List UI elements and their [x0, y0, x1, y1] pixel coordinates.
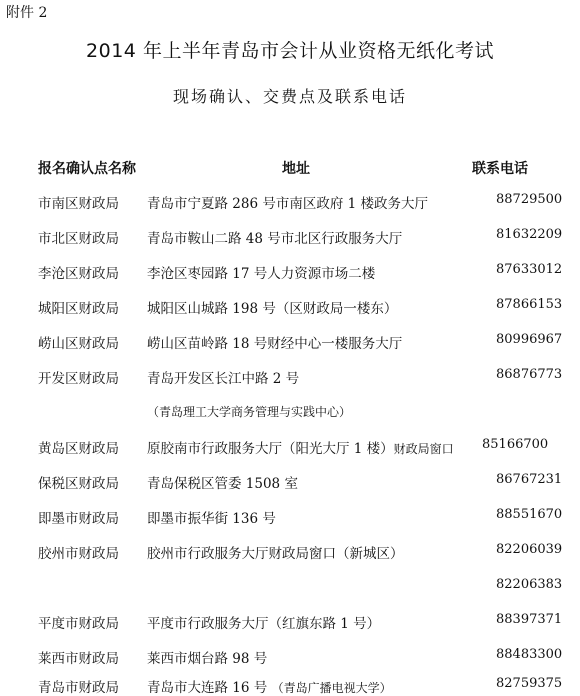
row-address: 青岛市宁夏路 286 号市南区政府 1 楼政务大厅	[147, 196, 429, 212]
table-row	[0, 297, 580, 317]
table-row	[0, 437, 580, 457]
row-name: 开发区财政局	[38, 371, 119, 387]
row-address: 青岛开发区长江中路 2 号	[147, 371, 300, 387]
row-phone: 81632209	[496, 227, 563, 242]
row-name: 胶州市财政局	[38, 546, 119, 562]
document-title: 2014 年上半年青岛市会计从业资格无纸化考试	[86, 40, 494, 62]
row-name: 崂山区财政局	[38, 336, 119, 352]
attachment-label: 附件 2	[6, 5, 48, 21]
table-row	[0, 472, 580, 492]
row-phone: 88551670	[496, 507, 563, 522]
row-name: 莱西市财政局	[38, 651, 119, 667]
row-address-extra: 财政局窗口	[393, 442, 454, 456]
table-row	[0, 262, 580, 282]
table-row	[0, 227, 580, 247]
row-address: 城阳区山城路 198 号（区财政局一楼东）	[147, 301, 398, 317]
row-phone: 82206383	[496, 577, 563, 592]
row-address	[147, 676, 392, 696]
row-address: 青岛保税区管委 1508 室	[147, 476, 298, 492]
row-address: 青岛市鞍山二路 48 号市北区行政服务大厅	[147, 231, 403, 247]
table-row	[0, 542, 580, 562]
row-phone: 88483300	[496, 647, 563, 662]
table-row	[0, 192, 580, 212]
header-phone: 联系电话	[472, 161, 528, 177]
table-row	[0, 676, 580, 696]
header-name: 报名确认点名称	[38, 161, 136, 177]
row-name: 黄岛区财政局	[38, 441, 119, 457]
row-name: 平度市财政局	[38, 616, 119, 632]
row-phone: 86876773	[496, 367, 563, 382]
row-address: 即墨市振华街 136 号	[147, 511, 276, 527]
row-phone: 87633012	[496, 262, 563, 277]
table-row	[0, 367, 580, 387]
row-name: 李沧区财政局	[38, 266, 119, 282]
row-address: 平度市行政服务大厅（红旗东路 1 号）	[147, 616, 381, 632]
row-phone: 82206039	[496, 542, 563, 557]
row-phone: 87866153	[496, 297, 563, 312]
row-phone: 82759375	[496, 676, 563, 691]
row-name: 青岛市财政局	[38, 680, 119, 696]
header-address: 地址	[282, 161, 310, 177]
table-row	[0, 647, 580, 667]
row-name: 城阳区财政局	[38, 301, 119, 317]
table-row	[0, 332, 580, 352]
row-name: 保税区财政局	[38, 476, 119, 492]
row-address: 李沧区枣园路 17 号人力资源市场二楼	[147, 266, 376, 282]
table-row	[0, 612, 580, 632]
row-name: 市北区财政局	[38, 231, 119, 247]
row-name: 市南区财政局	[38, 196, 119, 212]
row-phone: 86767231	[496, 472, 563, 487]
row-name: 即墨市财政局	[38, 511, 119, 527]
row-address: 胶州市行政服务大厅财政局窗口（新城区）	[147, 546, 404, 562]
row-phone: 80996967	[496, 332, 563, 347]
table-row	[0, 577, 580, 597]
row-address-extra: （青岛广播电视大学）	[271, 681, 392, 695]
document-subtitle: 现场确认、交费点及联系电话	[172, 87, 407, 106]
kaifaqu-note: （青岛理工大学商务管理与实践中心）	[147, 405, 352, 419]
table-row	[0, 507, 580, 527]
row-address-main: 青岛市大连路 16 号	[147, 680, 268, 696]
row-address: 崂山区苗岭路 18 号财经中心一楼服务大厅	[147, 336, 403, 352]
row-phone: 85166700	[482, 437, 549, 452]
row-address-main: 原胶南市行政服务大厅（阳光大厅 1 楼）	[147, 441, 394, 457]
row-phone: 88397371	[496, 612, 563, 627]
row-address	[147, 437, 454, 457]
row-phone: 88729500	[496, 192, 563, 207]
row-address: 莱西市烟台路 98 号	[147, 651, 268, 667]
